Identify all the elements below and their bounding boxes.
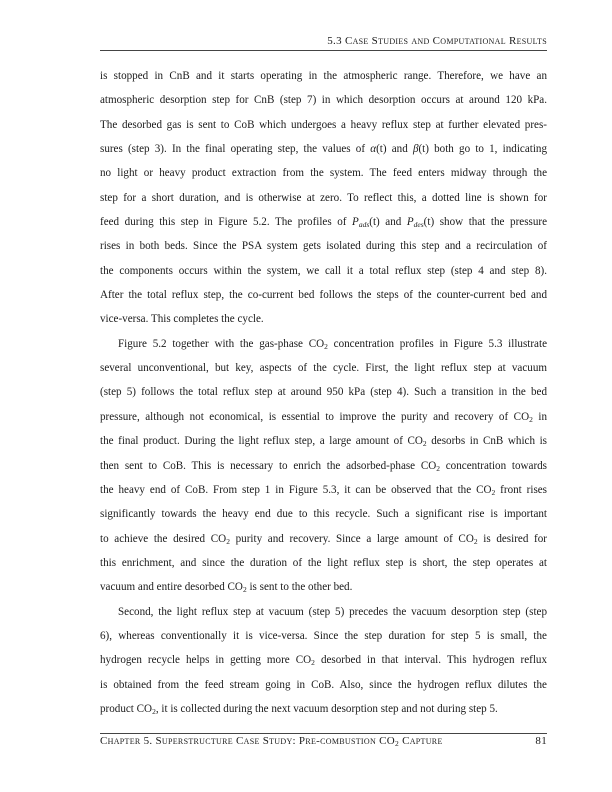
running-header: 5.3 Case Studies and Computational Results bbox=[327, 35, 547, 47]
text-line: the components occurs within the system, we call it a total reflux step (step 4 and step 8). bbox=[100, 264, 547, 277]
text-line: then sent to CoB. This is necessary to enrich the adsorbed-phase $CO_2$ concentration towards bbox=[100, 459, 547, 473]
footer-chapter-title: Chapter 5. Superstructure Case Study: Pre-combustion $CO_2$ Capture bbox=[100, 735, 443, 748]
text-line: Second, the light reflux step at vacuum (step 5) precedes the vacuum desorption step (step bbox=[118, 605, 547, 618]
text-line: vacuum and entire desorbed $CO_2$ is sent to the other bed. bbox=[100, 581, 353, 595]
text-line: atmospheric desorption step for CnB (step 7) in which desorption occurs at around 120 kPa. bbox=[100, 94, 547, 107]
text-line: (step 5) follows the total reflux step at around 950 kPa (step 4). Such a transition in the bed bbox=[100, 386, 547, 399]
text-line: hydrogen recycle helps in getting more $CO_2$ desorbed in that interval. This hydrogen reflux bbox=[100, 654, 548, 668]
text-line: no light or heavy product extraction from the system. The feed enters midway through the bbox=[100, 167, 547, 180]
footer-rule bbox=[100, 733, 547, 734]
paragraph bbox=[100, 600, 547, 722]
text-line: Figure 5.2 together with the gas-phase $CO_2$ concentration profiles in Figure 5.3 illustrate bbox=[118, 337, 547, 351]
text-line: vice-versa. This completes the cycle. bbox=[100, 313, 264, 326]
text-line: is obtained from the feed stream going in CoB. Also, since the hydrogen reflux dilutes the bbox=[100, 678, 547, 691]
text-line: The desorbed gas is sent to CoB which undergoes a heavy reflux step at further elevated pres- bbox=[100, 118, 547, 131]
text-line: After the total reflux step, the co-current bed follows the steps of the counter-current bed and bbox=[100, 289, 547, 302]
page-number: 81 bbox=[535, 735, 547, 747]
text-line: the heavy end of CoB. From step 1 in Figure 5.3, it can be observed that the $CO_2$ front rises bbox=[100, 483, 547, 497]
text-line: significantly towards the heavy end due to this recycle. Such a significant rise is important bbox=[100, 508, 547, 521]
text-line: 6), whereas conventionally it is vice-versa. Since the step duration for step 5 is small, the bbox=[100, 629, 547, 642]
paragraph bbox=[100, 332, 547, 600]
text-line: rises in both beds. Since the PSA system gets isolated during this step and a recirculation of bbox=[100, 240, 547, 253]
paragraph bbox=[100, 64, 547, 332]
text-line: sures (step 3). In the final operating step, the values of α(t) and β(t) both go to 1, indicating bbox=[100, 143, 548, 156]
text-line: feed during this step in Figure 5.2. The profiles of $P_{ads}(t)$ and $P_{des}(t)$ show that the pressure bbox=[100, 216, 547, 230]
text-line: several unconventional, but key, aspects of the cycle. First, the light reflux step at vacuum bbox=[100, 362, 547, 375]
text-line: to achieve the desired $CO_2$ purity and recovery. Since a large amount of $CO_2$ is desired for bbox=[100, 532, 547, 546]
text-line: product $CO_2$, it is collected during the next vacuum desorption step and not during step 5. bbox=[100, 702, 498, 716]
text-line: pressure, although not economical, is essential to improve the purity and recovery of $CO_2$ in bbox=[100, 410, 548, 424]
text-line: this enrichment, and since the duration of the light reflux step is short, the step operates at bbox=[100, 556, 547, 569]
running-footer bbox=[100, 735, 547, 747]
text-line: step for a short duration, and is otherwise at zero. To reflect this, a dotted line is shown for bbox=[100, 191, 547, 204]
body-text bbox=[100, 64, 547, 721]
header-rule bbox=[100, 50, 547, 51]
text-line: is stopped in CnB and it starts operating in the atmospheric range. Therefore, we have an bbox=[100, 70, 547, 82]
text-line: the final product. During the light reflux step, a large amount of $CO_2$ desorbs in CnB which is bbox=[100, 435, 548, 449]
